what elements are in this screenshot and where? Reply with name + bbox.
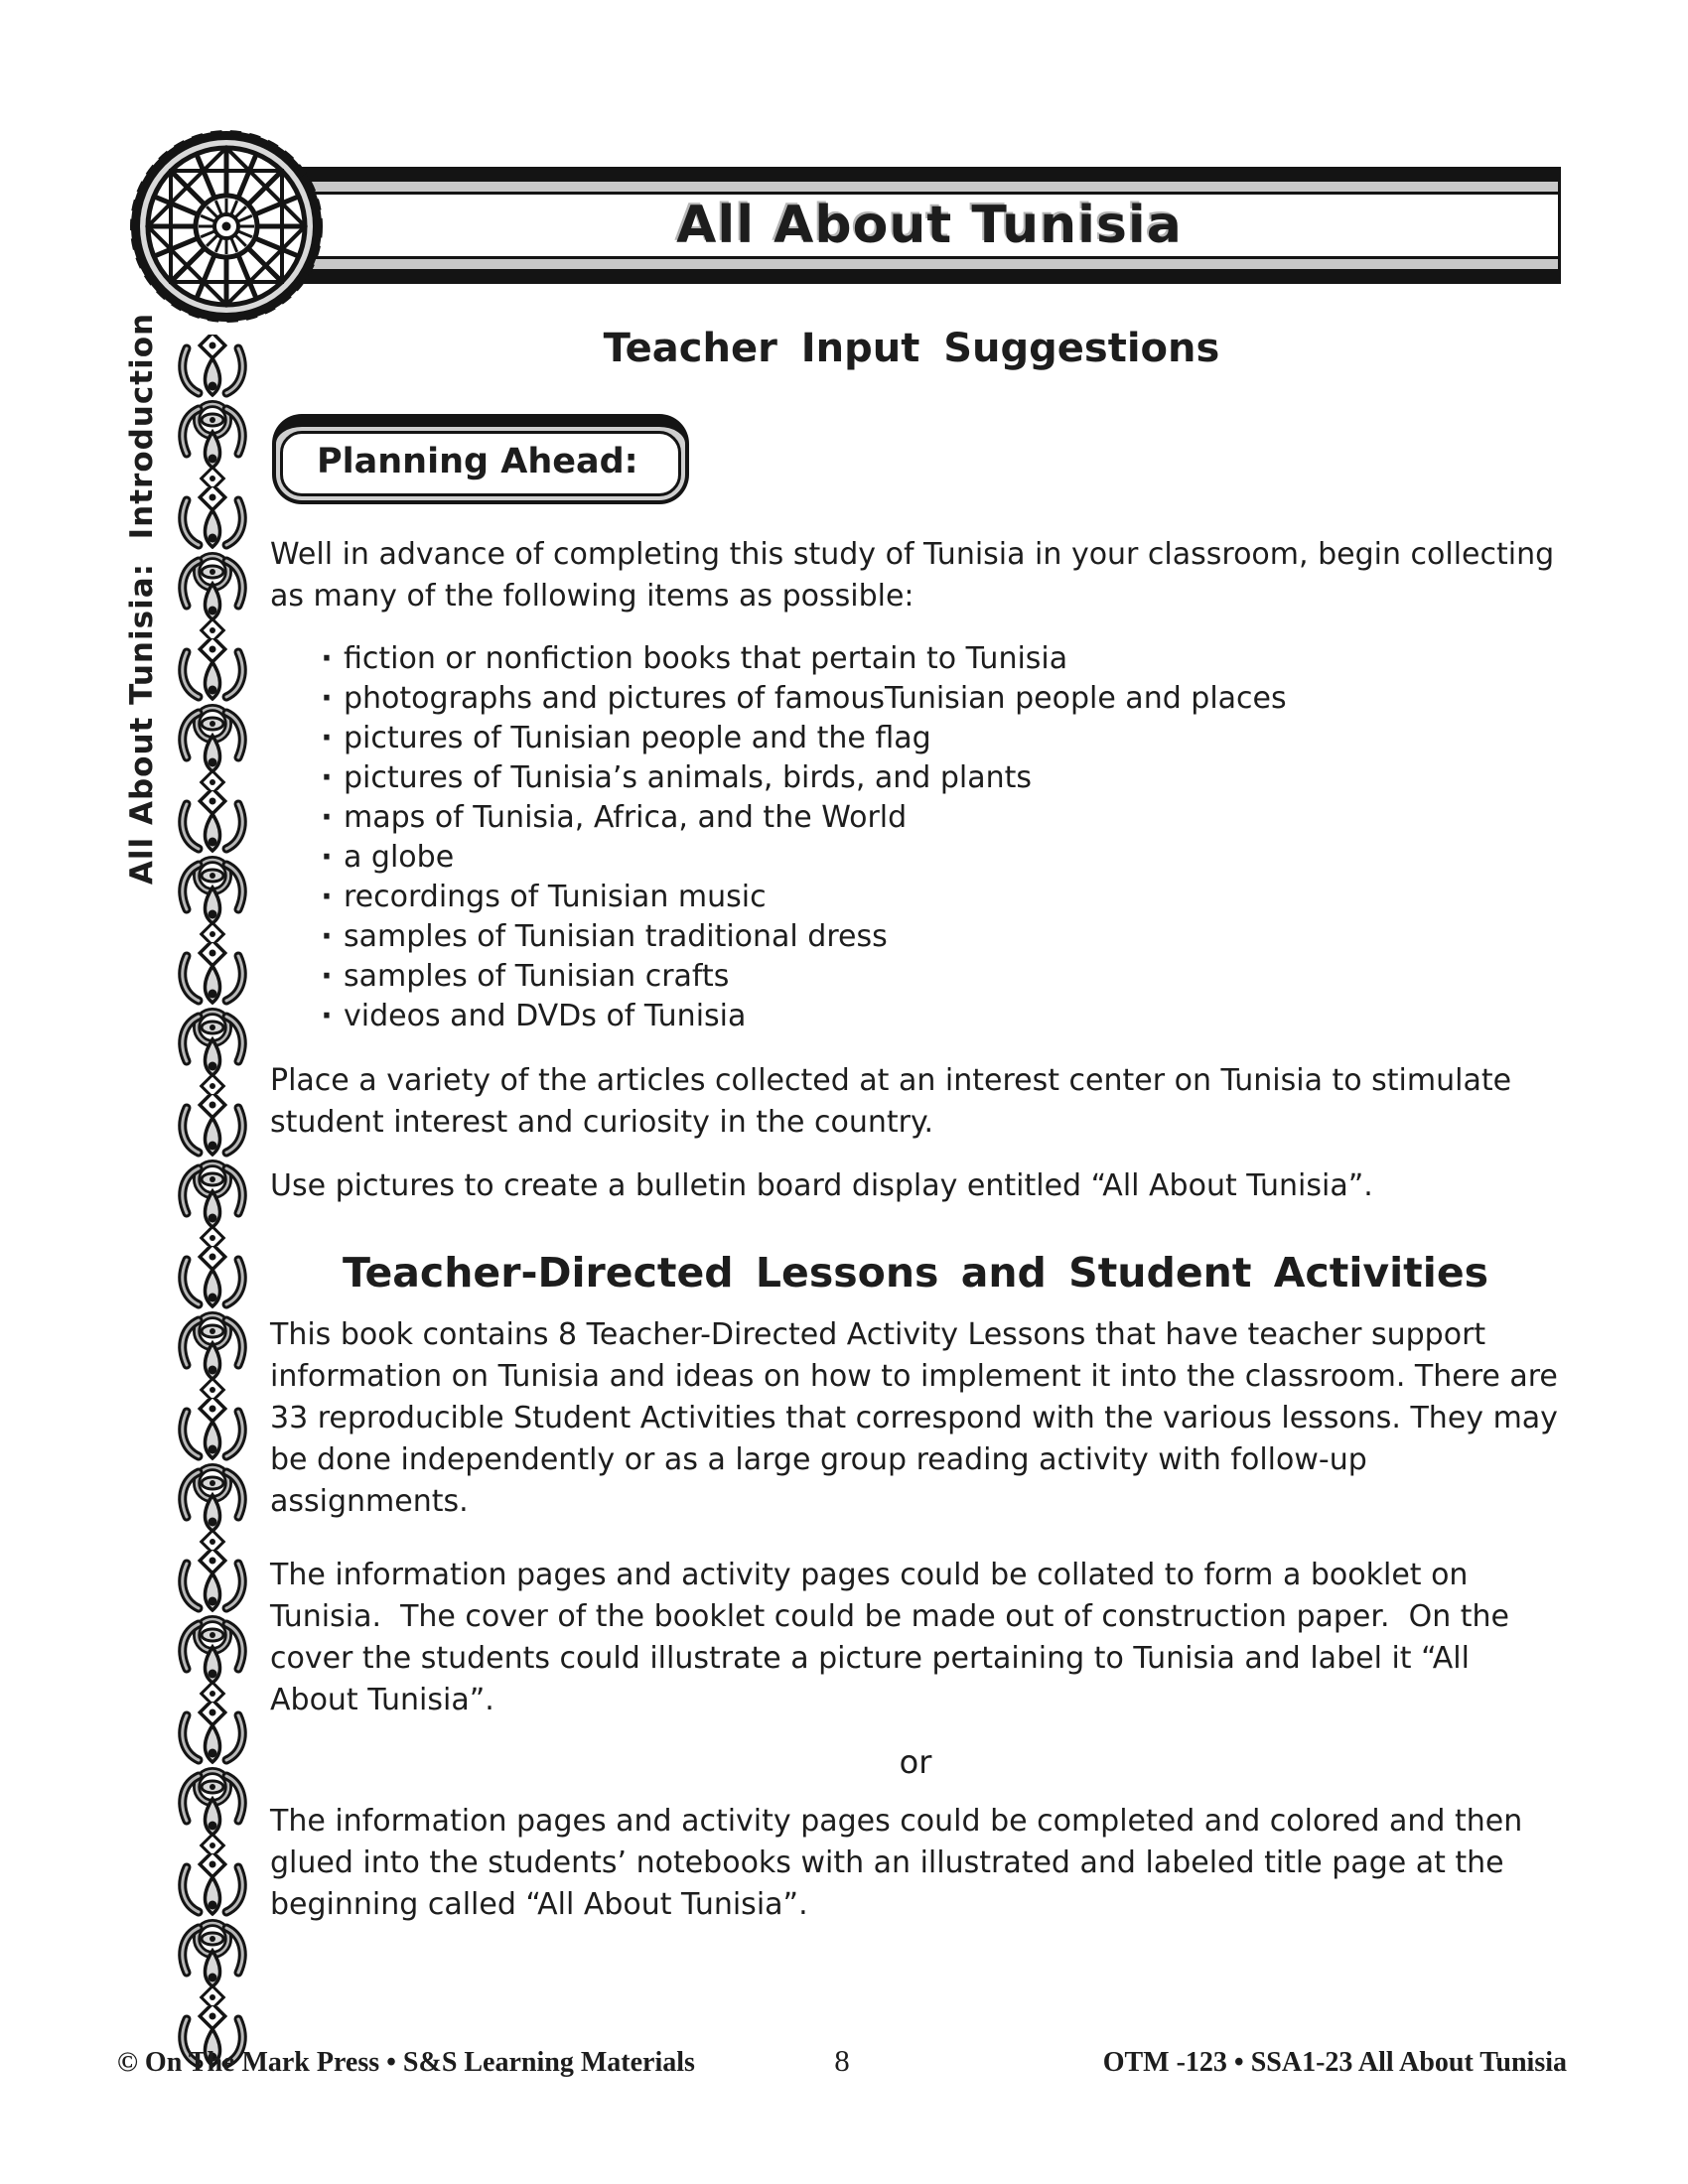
page-footer (117, 2043, 1567, 2079)
list-item (270, 639, 1561, 679)
planning-intro-paragraph: Well in advance of completing this study of Tunisia in your classroom, begin collecting as many of the following items as possible: (270, 537, 1564, 614)
banner-gray-band (301, 182, 1558, 269)
lessons-paragraph-1: This book contains 8 Teacher-Directed Activity Lessons that have teacher support information on Tunisia and ideas on how to implement it into the classroom. There are 33 reproducible Student Activities that correspond with the various lessons. They may be done independently or as a large group reading activity with follow-up assignments. (270, 1317, 1568, 1519)
bullet-icon: · (321, 880, 333, 914)
page-title: All About Tunisia (676, 196, 1183, 255)
list-item-text: fiction or nonfiction books that pertain to Tunisia (344, 641, 1068, 676)
list-item-text: videos and DVDs of Tunisia (344, 999, 747, 1033)
list-item (270, 997, 1561, 1036)
list-item (270, 838, 1561, 878)
list-item (270, 758, 1561, 798)
rosette-medallion-icon (127, 125, 326, 328)
list-item-text: samples of Tunisian crafts (344, 959, 730, 994)
list-item-text: samples of Tunisian traditional dress (344, 919, 888, 954)
planning-ahead-label: Planning Ahead: (317, 442, 638, 481)
list-item (270, 679, 1561, 719)
planning-ahead-box (272, 414, 689, 504)
sidebar-vertical-label: All About Tunisia: Introduction (124, 312, 160, 886)
list-item-text: recordings of Tunisian music (344, 880, 767, 914)
bulletin-board-paragraph: Use pictures to create a bulletin board display entitled “All About Tunisia”. (270, 1168, 1373, 1203)
main-content (270, 414, 1568, 1926)
bullet-icon: · (321, 840, 333, 875)
list-item (270, 719, 1561, 758)
bullet-icon: · (321, 999, 333, 1033)
list-item-text: pictures of Tunisian people and the flag (344, 721, 931, 755)
list-item (270, 957, 1561, 997)
banner-black-band (301, 170, 1558, 281)
list-item (270, 917, 1561, 957)
list-item-text: a globe (344, 840, 455, 875)
footer-page-number: 8 (834, 2043, 850, 2078)
list-item-text: photographs and pictures of famousTunisian people and places (344, 681, 1287, 716)
planning-ahead-box-inner (280, 431, 681, 496)
bullet-icon: · (321, 959, 333, 994)
bullet-icon: · (321, 641, 333, 676)
list-item (270, 798, 1561, 838)
bullet-icon: · (321, 721, 333, 755)
list-item-text: pictures of Tunisia’s animals, birds, and plants (344, 760, 1033, 795)
interest-center-paragraph: Place a variety of the articles collected at an interest center on Tunisia to stimulate student interest and curiosity in the country. (270, 1063, 1521, 1140)
bullet-icon: · (321, 760, 333, 795)
footer-copyright: © On The Mark Press • S&S Learning Materials (117, 2047, 695, 2078)
list-item-text: maps of Tunisia, Africa, and the World (344, 800, 908, 835)
supplies-list (270, 639, 1561, 1036)
footer-product-code: OTM -123 • SSA1-23 All About Tunisia (1102, 2047, 1567, 2078)
ornamental-border-icon (172, 335, 254, 2070)
lessons-paragraph-3: The information pages and activity pages could be completed and colored and then glued into the students’ notebooks with an illustrated and labeled title page at the beginning called “All About Tunisia”. (270, 1804, 1532, 1922)
bullet-icon: · (321, 800, 333, 835)
list-item (270, 878, 1561, 917)
lessons-paragraph-2: The information pages and activity pages could be collated to form a booklet on Tunisia. The cover of the booklet could be made out of construction paper. On the cover the students could illustrate a picture pertaining to Tunisia and label it “All About Tunisia”. (270, 1558, 1519, 1717)
section-heading: Teacher-Directed Lessons and Student Activities (342, 1249, 1489, 1297)
bullet-icon: · (321, 681, 333, 716)
bullet-icon: · (321, 919, 333, 954)
title-banner (298, 167, 1561, 284)
or-separator: or (899, 1743, 932, 1781)
banner-inner-frame (301, 192, 1558, 259)
page-subtitle: Teacher Input Suggestions (603, 326, 1220, 371)
